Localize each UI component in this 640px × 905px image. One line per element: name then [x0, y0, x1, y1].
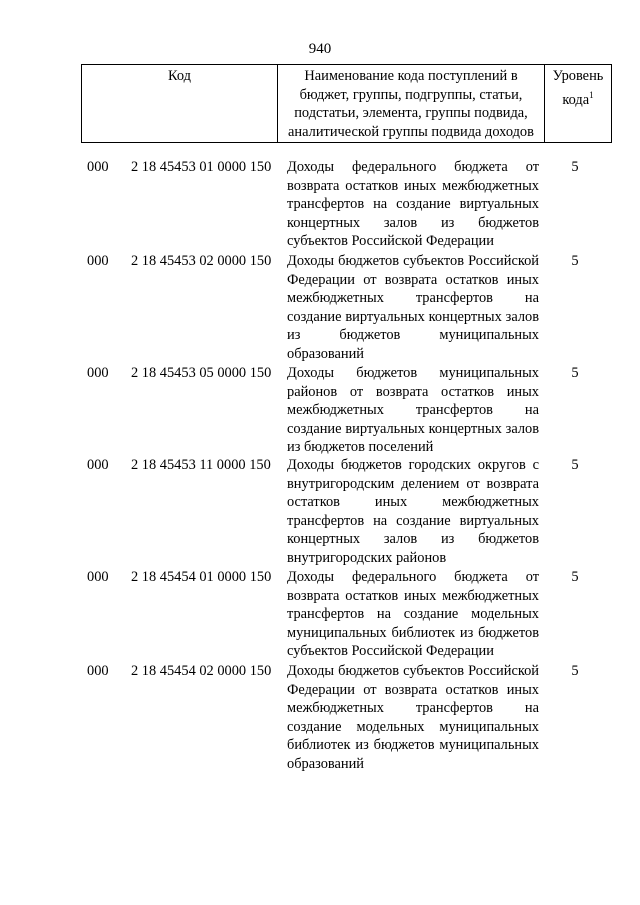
page-number: 940 [308, 41, 332, 57]
header-level-footnote: 1 [589, 89, 594, 100]
admin-code: 000 [87, 569, 109, 585]
table-row [81, 252, 611, 364]
income-code: 2 18 45454 01 0000 150 [131, 569, 272, 585]
table-row [81, 456, 611, 568]
admin-code: 000 [87, 457, 109, 473]
income-code: 2 18 45453 05 0000 150 [131, 365, 272, 381]
income-name: Доходы бюджетов муниципальных районов от возврата остатков иных межбюджетных трансфертов на создание виртуальных концертных залов из бюджетов поселений [287, 365, 539, 455]
code-level: 5 [571, 253, 579, 269]
income-code: 2 18 45453 01 0000 150 [131, 159, 272, 175]
admin-code: 000 [87, 365, 109, 381]
table-header [81, 64, 612, 143]
income-code: 2 18 45454 02 0000 150 [131, 663, 272, 679]
income-code: 2 18 45453 02 0000 150 [131, 253, 272, 269]
table-row [81, 662, 611, 774]
code-level: 5 [571, 663, 579, 679]
admin-code: 000 [87, 663, 109, 679]
table-row [81, 158, 611, 252]
code-level: 5 [571, 365, 579, 381]
admin-code: 000 [87, 159, 109, 175]
table-row [81, 364, 611, 456]
header-level [545, 65, 612, 143]
table-row [81, 568, 611, 662]
code-level: 5 [571, 569, 579, 585]
code-level: 5 [571, 159, 579, 175]
income-name: Доходы бюджетов субъектов Российской Федерации от возврата остатков иных межбюджетных трансфертов на создание виртуальных концертных залов из бюджетов муниципальных образований [287, 253, 539, 362]
income-name: Доходы федерального бюджета от возврата остатков иных межбюджетных трансфертов на создание виртуальных концертных залов из бюджетов субъектов Российской Федерации [287, 159, 539, 249]
header-level-label: Уровень кода [552, 68, 604, 108]
header-code: Код [82, 65, 278, 143]
header-name: Наименование кода поступлений в бюджет, группы, подгруппы, статьи, подстатьи, элемента, группы подвида, аналитической группы подвида доходов [278, 65, 545, 143]
admin-code: 000 [87, 253, 109, 269]
income-name: Доходы бюджетов городских округов с внутригородским делением от возврата остатков иных межбюджетных трансфертов на создание виртуальных концертных залов из бюджетов внутригородских районов [287, 457, 539, 566]
income-code: 2 18 45453 11 0000 150 [131, 457, 271, 473]
table-body [81, 158, 611, 774]
income-name: Доходы федерального бюджета от возврата остатков иных межбюджетных трансфертов на создание модельных муниципальных библиотек из бюджетов субъектов Российской Федерации [287, 569, 539, 659]
income-name: Доходы бюджетов субъектов Российской Федерации от возврата остатков иных межбюджетных трансфертов на создание модельных муниципальных библиотек из бюджетов муниципальных образований [287, 663, 539, 772]
code-level: 5 [571, 457, 579, 473]
